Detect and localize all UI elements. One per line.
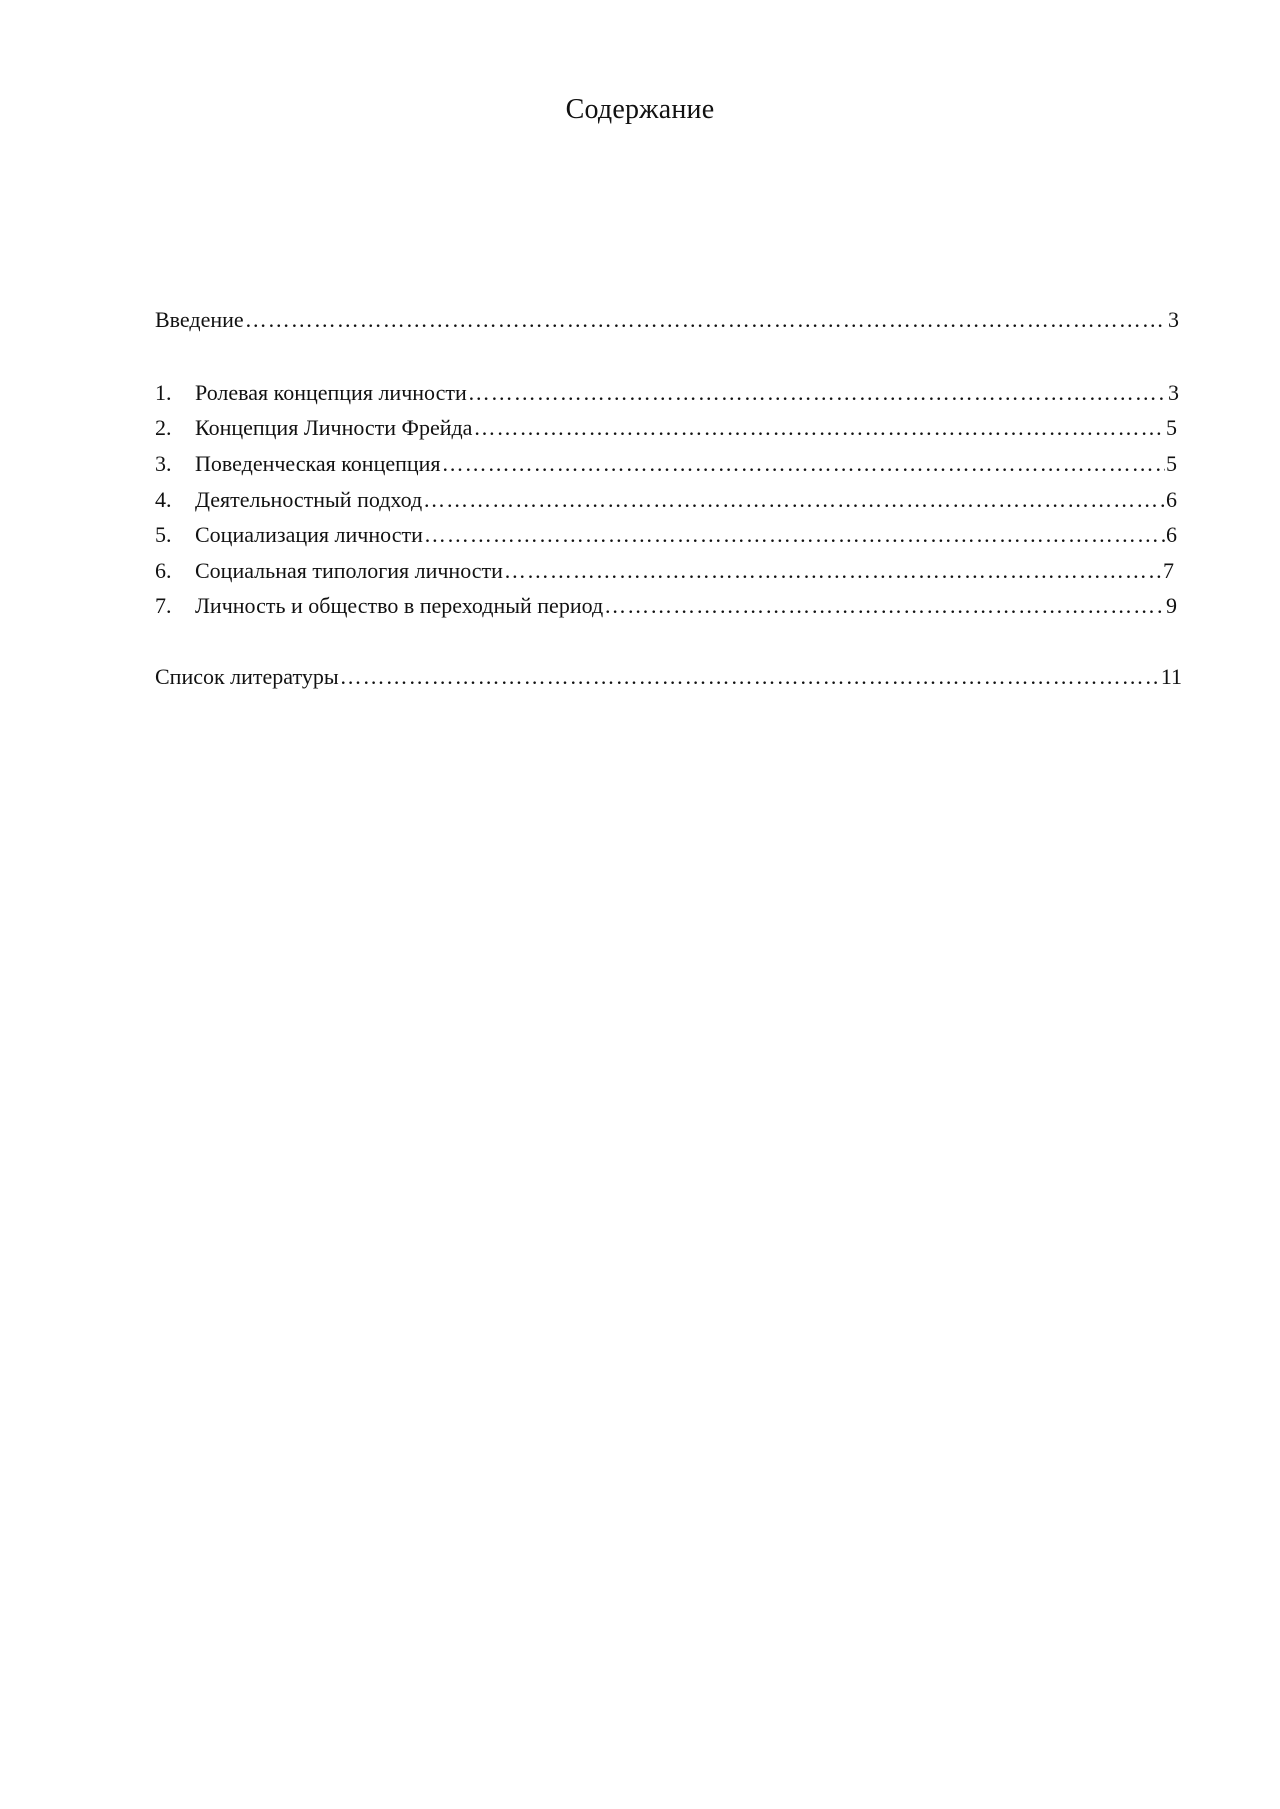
- toc-entry-text: Ролевая концепция личности: [195, 380, 467, 405]
- toc-page-number: 11: [1160, 664, 1182, 689]
- toc-leader-dots: [504, 557, 1162, 585]
- toc-entry: [155, 450, 1177, 478]
- toc-entry: [155, 521, 1177, 549]
- toc-entry-number: 7.: [155, 593, 172, 618]
- page-title: Содержание: [565, 94, 715, 125]
- toc-entry: [155, 557, 1174, 585]
- toc-entry: [155, 414, 1177, 442]
- toc-page-number: 7: [1163, 558, 1174, 583]
- toc-entry-text: Концепция Личности Фрейда: [195, 415, 473, 440]
- toc-entry-text: Введение: [155, 307, 244, 332]
- toc-entry-number: 3.: [155, 451, 172, 476]
- toc-leader-dots: [442, 450, 1165, 478]
- toc-entry: [155, 379, 1179, 407]
- toc-entry-number: 1.: [155, 380, 172, 405]
- toc-entry-text: Социальная типология личности: [195, 558, 503, 583]
- toc-leader-dots: [245, 306, 1167, 334]
- toc-entry: [155, 486, 1177, 514]
- toc-entry-number: 5.: [155, 522, 172, 547]
- toc-page-number: 3: [1168, 380, 1179, 405]
- toc-page-number: 5: [1166, 415, 1177, 440]
- toc-page-number: 3: [1168, 307, 1179, 332]
- toc-leader-dots: [473, 414, 1165, 442]
- toc-page-number: 5: [1166, 451, 1177, 476]
- toc-entry-intro: [155, 306, 1179, 334]
- toc-page-number: 9: [1166, 593, 1177, 618]
- toc-entry-references: [155, 663, 1182, 691]
- toc-entry-number: 4.: [155, 487, 172, 512]
- toc-entry-text: Социализация личности: [195, 522, 423, 547]
- toc-entry-number: 2.: [155, 415, 172, 440]
- toc-entry-text: Список литературы: [155, 664, 339, 689]
- toc-leader-dots: [468, 379, 1167, 407]
- toc-leader-dots: [604, 592, 1165, 620]
- toc-entry-text: Личность и общество в переходный период: [195, 593, 604, 618]
- toc-leader-dots: [423, 486, 1165, 514]
- toc-leader-dots: [424, 521, 1165, 549]
- toc-entry-number: 6.: [155, 558, 172, 583]
- toc-entry: [155, 592, 1177, 620]
- toc-entry-text: Деятельностный подход: [195, 487, 423, 512]
- toc-leader-dots: [340, 663, 1160, 691]
- toc-entry-text: Поведенческая концепция: [195, 451, 441, 476]
- toc-page-number: 6: [1166, 522, 1177, 547]
- toc-page-number: 6: [1166, 487, 1177, 512]
